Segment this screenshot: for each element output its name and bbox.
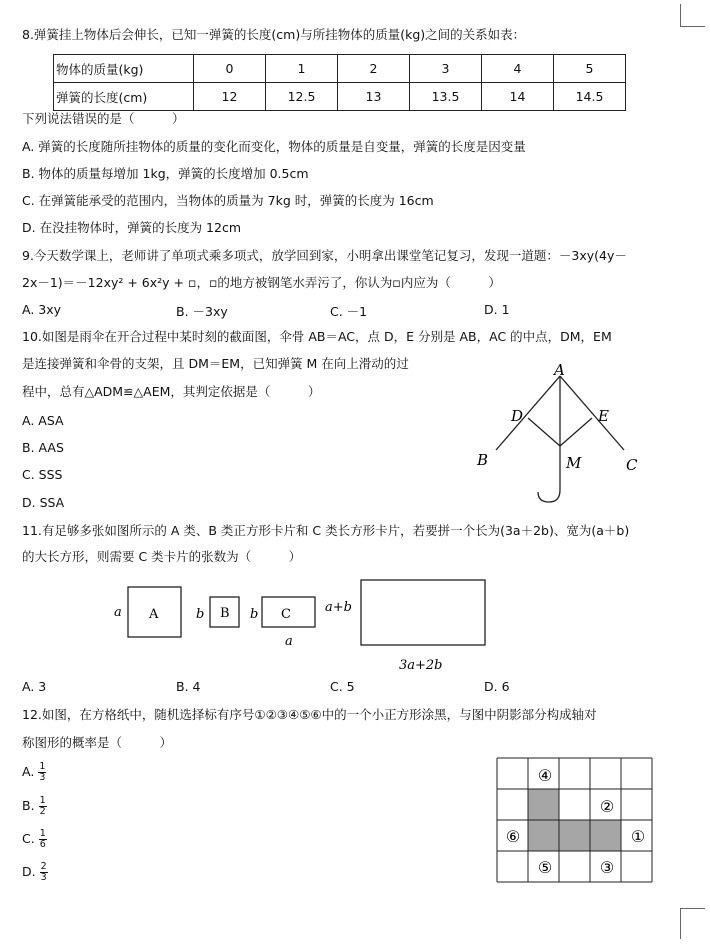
card-b-label: B bbox=[220, 606, 230, 621]
q8-option-b: B. 物体的质量每增加 1kg，弹簧的长度增加 0.5cm bbox=[22, 166, 309, 181]
shaded-cell bbox=[559, 820, 590, 851]
q8-prompt: 下列说法错误的是（ ） bbox=[22, 111, 185, 126]
fraction-numerator: 1 bbox=[39, 795, 46, 806]
fraction-denominator: 3 bbox=[39, 772, 46, 783]
mass-length-table bbox=[53, 54, 626, 111]
page-corner-mark bbox=[680, 4, 705, 27]
fraction-numerator: 1 bbox=[39, 761, 46, 772]
big-rect-bottom-label: 3a+2b bbox=[399, 658, 443, 673]
table-header-mass: 物体的质量(kg) bbox=[54, 55, 194, 83]
table-cell: 0 bbox=[194, 55, 266, 83]
q11-stem-line2: 的大长方形，则需要 C 类卡片的张数为（ ） bbox=[22, 549, 302, 564]
table-cell: 4 bbox=[482, 55, 554, 83]
point-label-e: E bbox=[598, 407, 609, 425]
q12-option-d bbox=[22, 862, 48, 883]
table-header-length: 弹簧的长度(cm) bbox=[54, 83, 194, 111]
q12-stem-line2: 称图形的概率是（ ） bbox=[22, 735, 173, 750]
table-cell: 13 bbox=[338, 83, 410, 111]
umbrella-figure bbox=[470, 360, 650, 510]
point-label-a: A bbox=[554, 361, 565, 379]
point-label-d: D bbox=[511, 407, 524, 425]
shaded-cell bbox=[528, 820, 559, 851]
option-letter: C. bbox=[22, 831, 35, 846]
grid-label-5: ⑤ bbox=[537, 858, 553, 877]
card-a-label: A bbox=[149, 607, 159, 622]
q9-stem-line2: 2x－1)＝－12xy² + 6x²y + ▫，▫的地方被钢笔水弄污了，你认为▫内应为（ ） bbox=[22, 275, 501, 290]
q11-option-b: B. 4 bbox=[176, 679, 201, 694]
q9-stem-line1: 9.今天数学课上，老师讲了单项式乘多项式，放学回到家，小明拿出课堂笔记复习，发现一道题：－3xy(4y－ bbox=[22, 248, 627, 263]
q8-option-a: A. 弹簧的长度随所挂物体的质量的变化而变化，物体的质量是自变量，弹簧的长度是因变量 bbox=[22, 139, 526, 154]
fraction-denominator: 2 bbox=[39, 806, 46, 817]
cards-figure bbox=[100, 570, 500, 675]
point-label-m: M bbox=[566, 454, 582, 472]
table-row bbox=[54, 83, 626, 111]
umbrella-handle bbox=[538, 490, 560, 502]
q8-option-c: C. 在弹簧能承受的范围内，当物体的质量为 7kg 时，弹簧的长度为 16cm bbox=[22, 193, 434, 208]
option-letter: D. bbox=[22, 864, 36, 879]
q8-option-d: D. 在没挂物体时，弹簧的长度为 12cm bbox=[22, 220, 242, 235]
table-cell: 3 bbox=[410, 55, 482, 83]
table-cell: 12 bbox=[194, 83, 266, 111]
point-label-c: C bbox=[626, 456, 638, 474]
fraction-numerator: 1 bbox=[39, 828, 46, 839]
strut-dm bbox=[528, 418, 560, 446]
page-corner-mark bbox=[680, 908, 705, 939]
q12-option-a bbox=[22, 762, 46, 783]
q12-stem-line1: 12.如图，在方格纸中，随机选择标有序号①②③④⑤⑥中的一个小正方形涂黑，与图中阴影部分构成轴对 bbox=[22, 707, 597, 722]
fraction-numerator: 2 bbox=[40, 861, 47, 872]
q10-stem-line1: 10.如图是雨伞在开合过程中某时刻的截面图，伞骨 AB＝AC，点 D，E 分别是 AB，AC 的中点，DM，EM bbox=[22, 329, 612, 344]
card-c-bottom-label: a bbox=[285, 634, 293, 649]
grid-label-4: ④ bbox=[537, 766, 553, 785]
q9-option-d: D. 1 bbox=[484, 302, 510, 317]
card-a-side-label: a bbox=[114, 605, 122, 620]
umbrella-rib-ac bbox=[560, 376, 624, 450]
shaded-cell bbox=[528, 789, 559, 820]
table-cell: 13.5 bbox=[410, 83, 482, 111]
q10-stem-line3: 程中，总有△ADM≌△AEM，其判定依据是（ ） bbox=[22, 384, 321, 399]
card-b-side-label: b bbox=[196, 607, 205, 622]
grid-figure bbox=[496, 757, 658, 887]
card-c-label: C bbox=[281, 607, 291, 622]
fraction bbox=[38, 762, 46, 783]
big-rect-side-label: a+b bbox=[325, 600, 352, 615]
q12-option-c bbox=[22, 829, 47, 850]
fraction bbox=[39, 796, 47, 817]
q11-option-a: A. 3 bbox=[22, 679, 47, 694]
q10-option-a: A. ASA bbox=[22, 413, 64, 428]
table-cell: 1 bbox=[266, 55, 338, 83]
fraction-denominator: 6 bbox=[39, 839, 46, 850]
q9-option-c: C. －1 bbox=[330, 304, 368, 319]
option-letter: A. bbox=[22, 764, 35, 779]
grid-label-1: ① bbox=[630, 827, 646, 846]
grid-label-2: ② bbox=[599, 797, 615, 816]
table-row bbox=[54, 55, 626, 83]
q11-option-d: D. 6 bbox=[484, 679, 510, 694]
grid-label-3: ③ bbox=[599, 858, 615, 877]
q11-stem-line1: 11.有足够多张如图所示的 A 类、B 类正方形卡片和 C 类长方形卡片，若要拼一个长为(3a＋2b)、宽为(a＋b) bbox=[22, 523, 630, 538]
fraction bbox=[39, 829, 47, 850]
q10-option-d: D. SSA bbox=[22, 495, 65, 510]
option-letter: B. bbox=[22, 798, 35, 813]
table-cell: 5 bbox=[554, 55, 626, 83]
fraction-denominator: 3 bbox=[40, 872, 47, 883]
q10-option-b: B. AAS bbox=[22, 440, 64, 455]
q11-option-c: C. 5 bbox=[330, 679, 355, 694]
card-c-side-label: b bbox=[250, 607, 259, 622]
q8-stem: 8.弹簧挂上物体后会伸长，已知一弹簧的长度(cm)与所挂物体的质量(kg)之间的关系如表： bbox=[22, 27, 526, 42]
umbrella-rib-ab bbox=[496, 376, 560, 450]
q9-option-a: A. 3xy bbox=[22, 302, 62, 317]
q12-option-b bbox=[22, 796, 47, 817]
table-cell: 14 bbox=[482, 83, 554, 111]
fraction bbox=[40, 862, 48, 883]
q10-stem-line2: 是连接弹簧和伞骨的支架，且 DM＝EM，已知弹簧 M 在向上滑动的过 bbox=[22, 356, 409, 371]
point-label-b: B bbox=[477, 451, 489, 469]
strut-em bbox=[560, 418, 592, 446]
shaded-cell bbox=[590, 820, 621, 851]
table-cell: 12.5 bbox=[266, 83, 338, 111]
q10-option-c: C. SSS bbox=[22, 467, 63, 482]
table-cell: 2 bbox=[338, 55, 410, 83]
big-rectangle bbox=[361, 580, 485, 645]
table-cell: 14.5 bbox=[554, 83, 626, 111]
q9-option-b: B. －3xy bbox=[176, 304, 228, 319]
grid-label-6: ⑥ bbox=[505, 827, 521, 846]
